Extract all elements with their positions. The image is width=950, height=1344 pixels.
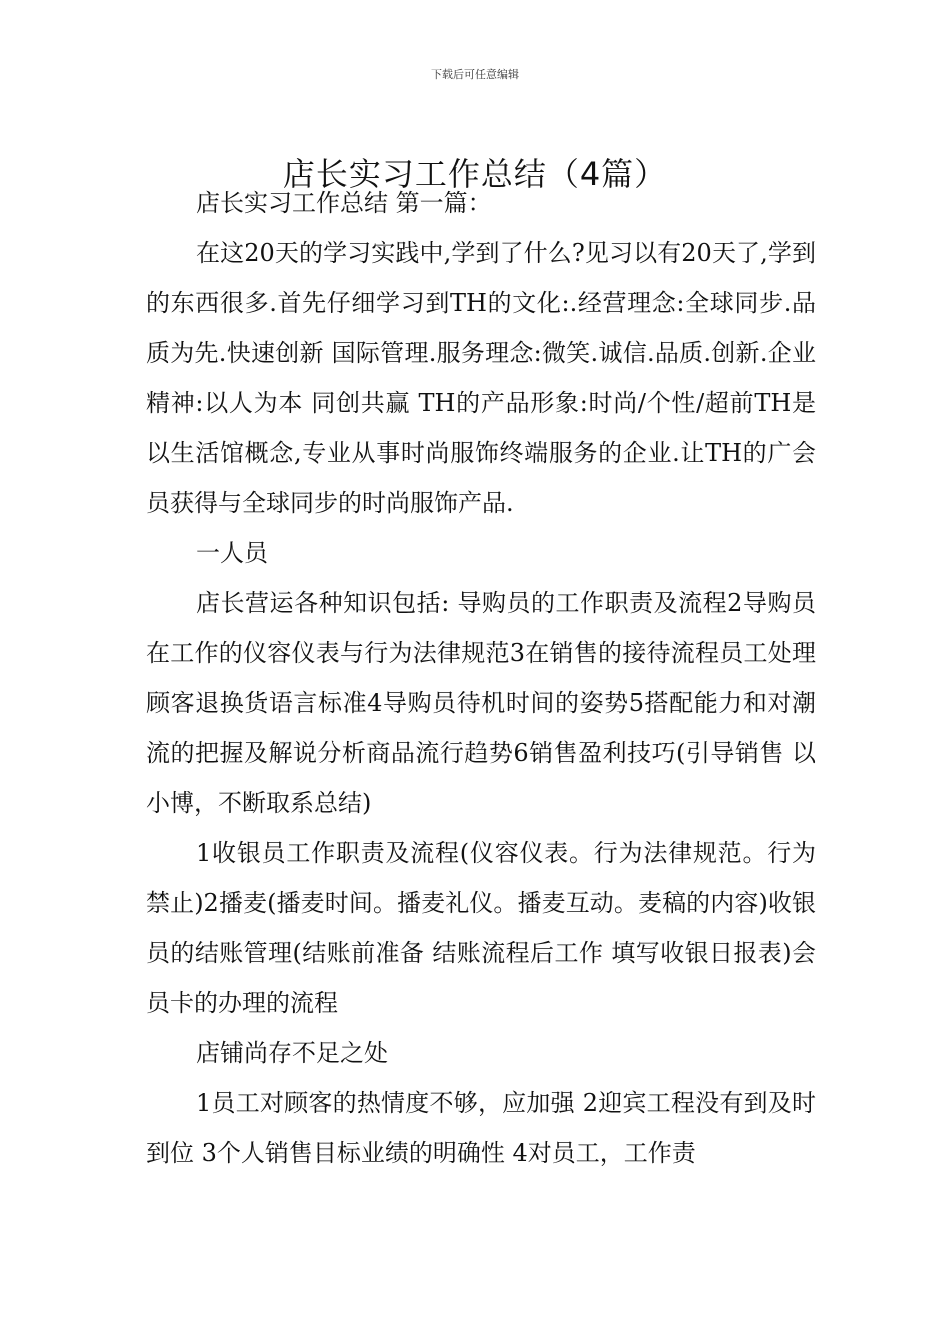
paragraph-section-heading: 店长实习工作总结 第一篇： <box>196 189 492 217</box>
paragraph-personnel-heading: 一人员 <box>196 539 268 567</box>
paragraph-shortcomings-list: 1员工对顾客的热情度不够，应加强 2迎宾工程没有到及时到位 3个人销售目标业绩的明确性 4对员工，工作责 <box>146 1089 816 1167</box>
paragraph-introduction: 在这20天的学习实践中,学到了什么?见习以有20天了,学到的东西很多.首先仔细学习到TH的文化:.经营理念:全球同步.品质为先.快速创新 国际管理.服务理念:微笑.诚信.品质.创新.企业精神:以人为本 同创共赢 TH的产品形象:时尚/个性/超前TH是以生活馆概念,专业从事时尚服饰终端服务的企业.让TH的广会员获得与全球同步的时尚服饰产品. <box>146 239 816 517</box>
document-title: 店长实习工作总结（4篇） <box>282 155 668 194</box>
header-note: 下载后可任意编辑 <box>431 68 519 81</box>
paragraph-store-manager-knowledge: 店长营运各种知识包括: 导购员的工作职责及流程2导购员在工作的仪容仪表与行为法律规范3在销售的接待流程员工处理顾客退换货语言标准4导购员待机时间的姿势5搭配能力和对潮流的把握及解说分析商品流行趋势6销售盈利技巧(引导销售 以小博，不断取系总结) <box>146 589 816 817</box>
document-body <box>146 178 816 1178</box>
paragraph-shortcomings-heading: 店铺尚存不足之处 <box>196 1039 388 1067</box>
paragraph-cashier-duties: 1收银员工作职责及流程(仪容仪表。行为法律规范。行为禁止)2播麦(播麦时间。播麦礼仪。播麦互动。麦稿的内容)收银员的结账管理(结账前准备 结账流程后工作 填写收银日报表)会员卡的办理的流程 <box>146 839 816 1017</box>
